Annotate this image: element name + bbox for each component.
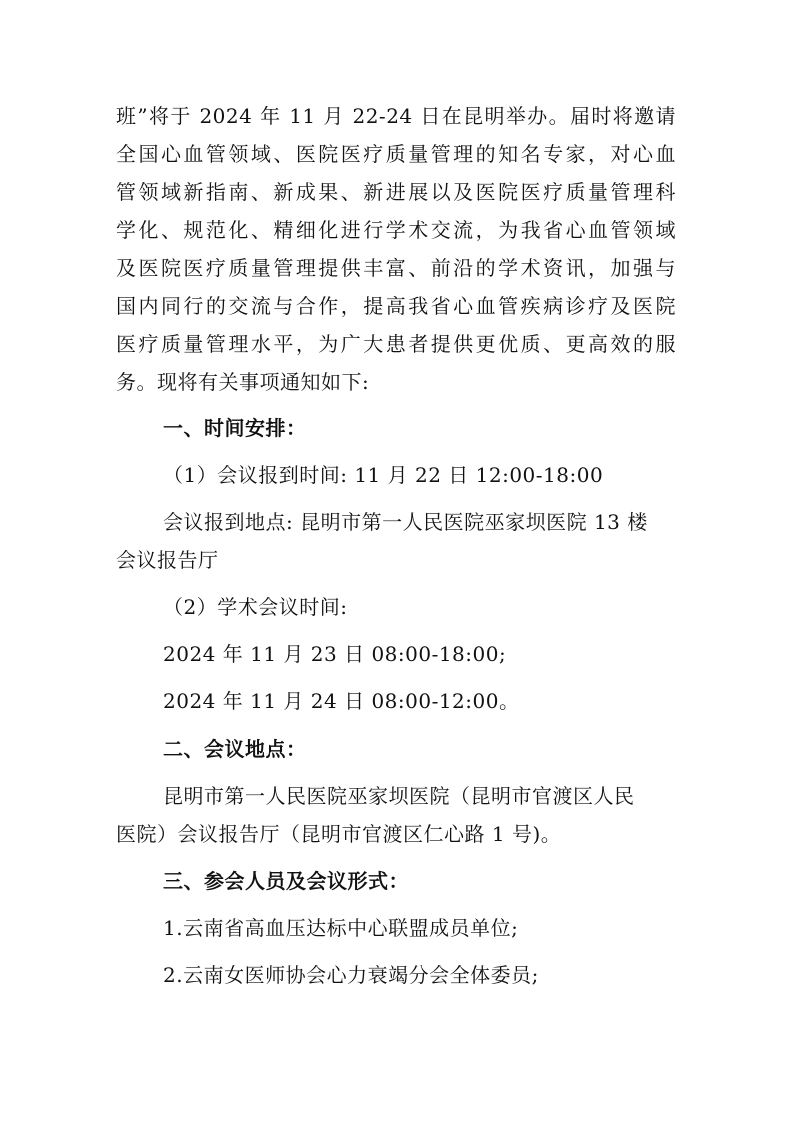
- attendee-item-2: 2.云南女医师协会心力衰竭分会全体委员;: [163, 963, 539, 987]
- checkin-time: （1）会议报到时间: 11 月 22 日 12:00-18:00: [163, 463, 604, 487]
- checkin-place-line-1: 会议报到地点: 昆明市第一人民医院巫家坝医院 13 楼: [163, 510, 648, 534]
- intro-line-7: 医疗质量管理水平，为广大患者提供更优质、更高效的服: [116, 332, 676, 356]
- intro-line-5: 及医院医疗质量管理提供丰富、前沿的学术资讯，加强与: [116, 256, 676, 280]
- section-1-heading: 一、时间安排：: [163, 416, 307, 440]
- academic-day-2: 2024 年 11 月 24 日 08:00-12:00。: [163, 689, 520, 713]
- academic-time-label: （2）学术会议时间:: [163, 595, 348, 619]
- attendee-item-1: 1.云南省高血压达标中心联盟成员单位;: [163, 916, 519, 940]
- venue-line-1: 昆明市第一人民医院巫家坝医院（昆明市官渡区人民: [163, 784, 635, 808]
- section-3-heading: 三、参会人员及会议形式：: [163, 869, 409, 893]
- intro-line-3: 管领域新指南、新成果、新进展以及医院医疗质量管理科: [116, 180, 676, 204]
- venue-line-2: 医院）会议报告厅（昆明市官渡区仁心路 1 号)。: [116, 822, 562, 846]
- section-2-heading: 二、会议地点：: [163, 737, 307, 761]
- academic-day-1: 2024 年 11 月 23 日 08:00-18:00;: [163, 642, 507, 666]
- intro-line-8: 务。现将有关事项通知如下:: [116, 370, 370, 394]
- intro-line-4: 学化、规范化、精细化进行学术交流，为我省心血管领域: [116, 218, 676, 242]
- checkin-place-line-2: 会议报告厅: [116, 548, 219, 572]
- intro-line-2: 全国心血管领域、医院医疗质量管理的知名专家，对心血: [116, 142, 676, 166]
- intro-line-1: 班”将于 2024 年 11 月 22-24 日在昆明举办。届时将邀请: [116, 104, 676, 128]
- intro-line-6: 国内同行的交流与合作，提高我省心血管疾病诊疗及医院: [116, 294, 676, 318]
